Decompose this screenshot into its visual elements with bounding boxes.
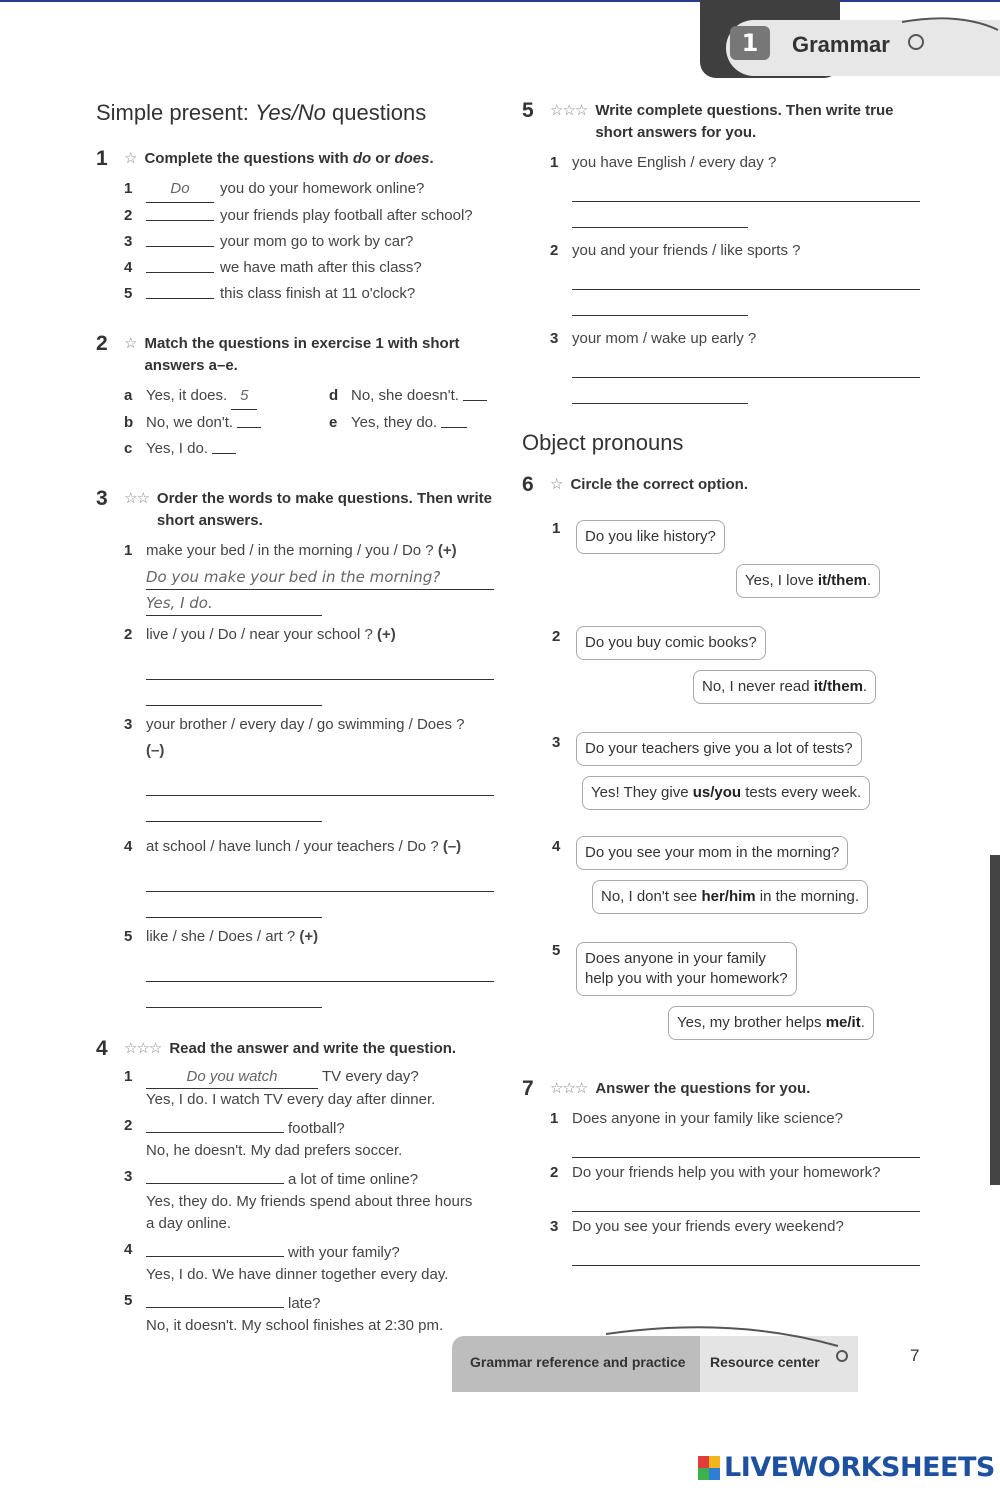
section-title-part: questions xyxy=(325,100,427,125)
swirl-decoration-icon xyxy=(900,16,1000,56)
item-number: 1 xyxy=(124,542,133,559)
exercise-instruction: Order the words to make questions. Then write short answers. xyxy=(156,490,492,529)
item-number: 1 xyxy=(550,154,559,171)
answer-bubble[interactable] xyxy=(668,1006,874,1040)
list-item xyxy=(550,1160,922,1186)
answer-line-question[interactable] xyxy=(572,176,920,202)
item-text: your mom / wake up early ? xyxy=(572,330,757,347)
exercise-number: 2 xyxy=(96,332,108,355)
exercise-instruction: Answer the questions for you. xyxy=(595,1080,811,1097)
exercise-instruction: Read the answer and write the question. xyxy=(169,1040,457,1057)
item-text: Does anyone in your family like science? xyxy=(572,1110,843,1127)
pronoun-options[interactable]: us/you xyxy=(692,784,742,801)
question-bubble xyxy=(576,942,797,996)
logo-square xyxy=(698,1468,709,1480)
list-item xyxy=(124,712,500,764)
answer-blank[interactable]: 5 xyxy=(231,383,257,410)
item-letter: c xyxy=(124,440,133,457)
footer-tabs xyxy=(452,1336,858,1392)
item-number: 2 xyxy=(550,242,559,259)
item-text: we have math after this class? xyxy=(220,259,422,276)
item-number: 3 xyxy=(550,1218,559,1235)
item-text: make your bed / in the morning / you / Do ? xyxy=(146,542,434,559)
answer-bubble[interactable] xyxy=(592,880,868,914)
item-number: 4 xyxy=(124,1241,133,1258)
exercise-3 xyxy=(96,488,500,1008)
item-text: like / she / Does / art ? xyxy=(146,928,296,945)
item-number: 3 xyxy=(124,233,133,250)
item-text: Yes, I do. xyxy=(146,440,208,457)
item-text: TV every day? xyxy=(322,1068,419,1085)
list-item xyxy=(124,255,500,281)
list-item xyxy=(124,281,500,307)
match-item xyxy=(329,383,499,410)
star-rating-icon: ☆☆ xyxy=(124,490,149,507)
item-number: 1 xyxy=(124,180,133,197)
instr-part: . xyxy=(429,150,434,167)
answer-line[interactable] xyxy=(572,1186,920,1212)
brand-wordmark: LIVEWORKSHEETS xyxy=(724,1452,995,1483)
item-text: Yes, they do. xyxy=(351,414,438,431)
item-reply: No, he doesn't. My dad prefers soccer. xyxy=(146,1142,403,1159)
answer-text: Yes, I love xyxy=(745,572,818,589)
tab-grammar-reference[interactable]: Grammar reference and practice xyxy=(452,1336,700,1392)
question-bubble: Do you like history? xyxy=(576,520,725,554)
unit-number-badge: 1 xyxy=(730,26,770,60)
list-item xyxy=(550,238,922,264)
star-rating-icon: ☆ xyxy=(550,476,563,493)
answer-bubble[interactable] xyxy=(693,670,876,704)
answer-blank[interactable] xyxy=(237,410,261,428)
item-text: live / you / Do / near your school ? xyxy=(146,626,373,643)
exercise-2 xyxy=(96,333,500,462)
pronoun-options[interactable]: it/them xyxy=(813,678,863,695)
list-item xyxy=(124,1066,500,1111)
swirl-decoration-icon xyxy=(602,1322,858,1372)
answer-blank[interactable] xyxy=(146,281,214,299)
item-number: 1 xyxy=(550,1110,559,1127)
answer-blank[interactable] xyxy=(146,1239,284,1257)
instr-em-does: does xyxy=(394,150,430,167)
star-rating-icon: ☆☆☆ xyxy=(124,1040,162,1057)
page-edge-bar xyxy=(990,855,1000,1185)
right-column xyxy=(522,100,922,1292)
item-text: at school / have lunch / your teachers / Do ? xyxy=(146,838,439,855)
item-number: 4 xyxy=(124,838,133,855)
star-rating-icon: ☆ xyxy=(124,335,137,352)
list-item xyxy=(124,1115,500,1162)
liveworksheets-logo[interactable] xyxy=(698,1452,995,1483)
item-number: 3 xyxy=(124,716,133,733)
item-reply: Yes, I do. I watch TV every day after dinner. xyxy=(146,1091,436,1108)
answer-blank[interactable] xyxy=(146,255,214,273)
list-item xyxy=(124,203,500,229)
exercise-instruction xyxy=(144,148,500,170)
list-item xyxy=(550,150,922,176)
answer-text: Yes! They give xyxy=(591,784,693,801)
answer-text: in the morning. xyxy=(755,888,860,905)
list-item xyxy=(124,229,500,255)
item-text: late? xyxy=(288,1295,321,1312)
answer-line-short[interactable] xyxy=(146,680,322,706)
item-number: 3 xyxy=(550,330,559,347)
answer-blank[interactable] xyxy=(146,203,214,221)
item-text: your friends play football after school? xyxy=(220,207,473,224)
exercise-number: 4 xyxy=(96,1037,108,1060)
answer-text: No, I don't see xyxy=(601,888,702,905)
item-number: 4 xyxy=(124,259,133,276)
section-title-simple-present xyxy=(96,100,500,126)
answer-line[interactable] xyxy=(572,1132,920,1158)
logo-squares-icon xyxy=(698,1456,720,1480)
answer-line-question[interactable] xyxy=(572,264,920,290)
item-number: 2 xyxy=(124,626,133,643)
question-bubble: Do you see your mom in the morning? xyxy=(576,836,848,870)
item-sign: (+) xyxy=(437,542,457,559)
unit-title: Grammar xyxy=(792,32,890,57)
exercise-4 xyxy=(96,1038,500,1337)
item-number: 5 xyxy=(124,1292,133,1309)
list-item xyxy=(550,1106,922,1132)
match-item xyxy=(124,383,329,410)
answer-blank[interactable] xyxy=(441,410,467,428)
exercise-number: 6 xyxy=(522,473,534,496)
exercise-instruction: Match the questions in exercise 1 with short answers a–e. xyxy=(144,335,460,374)
tab-resource-center[interactable]: Resource center xyxy=(700,1336,858,1392)
list-item xyxy=(124,538,500,564)
answer-bubble[interactable] xyxy=(582,776,870,810)
answer-text: . xyxy=(867,572,872,589)
answer-line-short[interactable] xyxy=(572,290,748,316)
item-sign: (+) xyxy=(376,626,396,643)
exercise-number: 7 xyxy=(522,1077,534,1100)
item-letter: b xyxy=(124,414,134,431)
answer-blank[interactable]: Do you watch xyxy=(146,1066,318,1089)
exercise-7 xyxy=(522,1078,922,1266)
item-number: 1 xyxy=(552,520,561,537)
item-number: 2 xyxy=(124,1117,133,1134)
item-reply: Yes, I do. We have dinner together every day. xyxy=(146,1266,449,1283)
list-item xyxy=(124,1166,500,1235)
answer-line-question[interactable]: Do you make your bed in the morning? xyxy=(146,564,494,590)
item-text: your mom go to work by car? xyxy=(220,233,414,250)
item-letter: a xyxy=(124,387,133,404)
answer-line-short[interactable] xyxy=(146,982,322,1008)
item-number: 1 xyxy=(124,1068,133,1085)
match-item xyxy=(329,410,499,436)
answer-blank[interactable] xyxy=(146,1290,284,1308)
unit-header xyxy=(700,0,1000,80)
answer-text: . xyxy=(860,1014,865,1031)
exercise-number: 5 xyxy=(522,99,534,122)
answer-blank[interactable] xyxy=(146,1166,284,1184)
answer-blank[interactable] xyxy=(146,229,214,247)
item-text: Yes, it does. xyxy=(146,387,228,404)
list-item xyxy=(550,1214,922,1240)
list-item xyxy=(550,326,922,352)
answer-line-short[interactable] xyxy=(572,202,748,228)
item-sign: (–) xyxy=(442,838,462,855)
match-item xyxy=(124,410,329,436)
pronoun-options[interactable]: her/him xyxy=(701,888,756,905)
star-rating-icon: ☆☆☆ xyxy=(550,1080,588,1097)
match-item xyxy=(124,436,329,462)
exercise-5 xyxy=(522,100,922,404)
pronoun-options[interactable]: me/it xyxy=(825,1014,861,1031)
item-text: a lot of time online? xyxy=(288,1171,419,1188)
answer-line-short[interactable]: Yes, I do. xyxy=(146,590,322,616)
logo-square xyxy=(709,1456,720,1468)
exercise-1 xyxy=(96,148,500,307)
instr-part: Complete the questions with xyxy=(144,150,353,167)
section-title-part: Simple present: xyxy=(96,100,255,125)
left-column xyxy=(96,100,500,1363)
answer-line-short[interactable] xyxy=(146,796,322,822)
item-sign: (–) xyxy=(146,742,165,759)
item-text: Do your friends help you with your homework? xyxy=(572,1164,881,1181)
answer-line-short[interactable] xyxy=(572,378,748,404)
dialogue-list xyxy=(522,504,922,1060)
answer-blank[interactable]: Do xyxy=(146,176,214,203)
item-text: with your family? xyxy=(288,1244,400,1261)
item-number: 3 xyxy=(552,734,561,751)
item-text: you do your homework online? xyxy=(220,180,425,197)
page-number: 7 xyxy=(910,1346,920,1365)
item-text: football? xyxy=(288,1120,345,1137)
answer-line-question[interactable] xyxy=(146,764,494,796)
list-item xyxy=(124,924,500,950)
item-number: 2 xyxy=(124,207,133,224)
question-line: Does anyone in your family xyxy=(585,950,766,967)
exercise-number: 1 xyxy=(96,147,108,170)
answer-blank[interactable] xyxy=(463,383,487,401)
star-rating-icon: ☆☆☆ xyxy=(550,102,588,119)
item-text: you have English / every day ? xyxy=(572,154,777,171)
answer-blank[interactable] xyxy=(146,1115,284,1133)
answer-line-question[interactable] xyxy=(572,352,920,378)
item-number: 5 xyxy=(552,942,561,959)
star-rating-icon: ☆ xyxy=(124,150,137,167)
item-sign: (+) xyxy=(299,928,319,945)
item-text: No, she doesn't. xyxy=(351,387,459,404)
item-reply: Yes, they do. My friends spend about three hours a day online. xyxy=(146,1193,473,1232)
item-number: 3 xyxy=(124,1168,133,1185)
section-title-emphasis: Yes/No xyxy=(254,100,326,125)
logo-square xyxy=(698,1456,709,1468)
item-number: 2 xyxy=(550,1164,559,1181)
list-item xyxy=(124,622,500,648)
answer-bubble[interactable] xyxy=(736,564,880,598)
item-letter: d xyxy=(329,387,339,404)
item-reply: No, it doesn't. My school finishes at 2:30 pm. xyxy=(146,1317,444,1334)
item-number: 5 xyxy=(124,928,133,945)
question-bubble: Do you buy comic books? xyxy=(576,626,766,660)
list-item xyxy=(124,1290,500,1337)
item-number: 5 xyxy=(124,285,133,302)
item-text: No, we don't. xyxy=(146,414,234,431)
item-text: you and your friends / like sports ? xyxy=(572,242,801,259)
item-number: 4 xyxy=(552,838,561,855)
answer-text: tests every week. xyxy=(741,784,862,801)
exercise-6 xyxy=(522,474,922,1060)
answer-line-question[interactable] xyxy=(146,950,494,982)
logo-square xyxy=(709,1468,720,1480)
exercise-instruction: Write complete questions. Then write true short answers for you. xyxy=(595,102,894,141)
answer-line-short[interactable] xyxy=(146,892,322,918)
answer-text: . xyxy=(862,678,868,695)
section-title-object-pronouns: Object pronouns xyxy=(522,430,684,455)
answer-blank[interactable] xyxy=(212,436,236,454)
item-text: Do you see your friends every weekend? xyxy=(572,1218,844,1235)
list-item xyxy=(124,1239,500,1286)
answer-line-question[interactable] xyxy=(146,648,494,680)
item-number: 2 xyxy=(552,628,561,645)
exercise-number: 3 xyxy=(96,487,108,510)
answer-line[interactable] xyxy=(572,1240,920,1266)
exercise-instruction: Circle the correct option. xyxy=(570,476,748,493)
question-bubble: Do your teachers give you a lot of tests? xyxy=(576,732,862,766)
item-text: your brother / every day / go swimming / Does ? xyxy=(146,716,465,733)
pronoun-options[interactable]: it/them xyxy=(817,572,867,589)
list-item xyxy=(124,834,500,860)
item-letter: e xyxy=(329,414,338,431)
list-item xyxy=(124,176,500,203)
instr-em-do: do xyxy=(352,150,372,167)
question-line: help you with your homework? xyxy=(585,970,788,987)
answer-text: Yes, my brother helps xyxy=(677,1014,826,1031)
answer-text: No, I never read xyxy=(702,678,814,695)
answer-line-question[interactable] xyxy=(146,860,494,892)
item-text: this class finish at 11 o'clock? xyxy=(220,285,416,302)
instr-part: or xyxy=(371,150,395,167)
